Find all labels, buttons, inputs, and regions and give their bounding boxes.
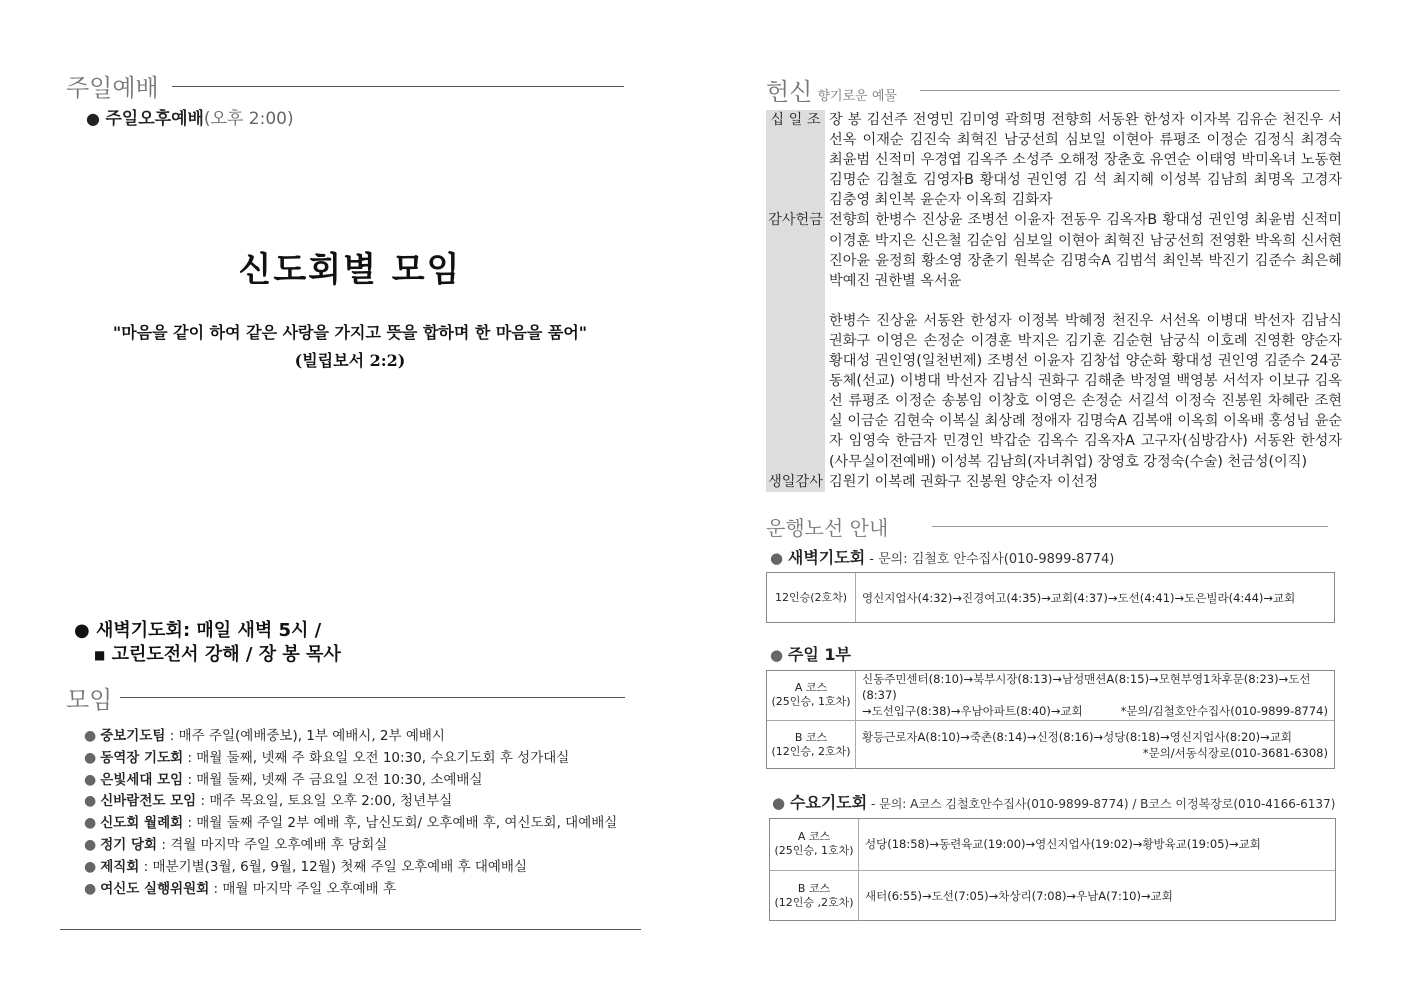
- route-line: 신동주민센터(8:10)→북부시장(8:13)→남성맨션A(8:15)→모현부영1차후문(8:23)→도선(8:37): [862, 672, 1311, 703]
- divider: [932, 526, 1328, 527]
- dawn-bus-label: 새벽기도회: [787, 548, 866, 567]
- meeting-desc: : 매주 주일(예배중보), 1부 예배시, 2부 예배시: [165, 728, 445, 744]
- route-vehicle: B 코스: [794, 730, 828, 744]
- sunday-worship-item: [86, 104, 294, 129]
- route-stops: [856, 573, 1334, 622]
- worship-label: 주일오후예배: [105, 109, 204, 129]
- route-label: [770, 819, 859, 870]
- bullet-icon: ●: [84, 749, 97, 766]
- worship-time: (오후 2:00): [203, 109, 294, 129]
- route-vehicle: B 코스: [797, 881, 831, 895]
- bullet-icon: ●: [770, 549, 784, 567]
- route-label: [767, 573, 856, 622]
- route-capacity: (25인승, 1호차): [771, 695, 851, 709]
- dawn-route-table: [766, 572, 1335, 623]
- route-capacity: (12인승, 2호차): [771, 744, 851, 758]
- route-row: [770, 870, 1335, 922]
- offering-names: 한병수 진상윤 서동완 한성자 이정복 박혜정 천진우 서선옥 이병대 박선자 김남식 권화구 이영은 손정순 이경훈 박지은 김기훈 김순현 남궁식 이호례 진영환 양순자 황대성 권인영(일천번제) 조병선 이윤자 김창섭 양순화 황대성 권인영 김준수 24공동체(선교) 이병대 박선자 김남식 권화구 김해춘 박정열 백영봉 서석자 이보규 김옥선 류평조 이정순 송봉임 이창호 이영은 손정순 서길석 이정숙 진봉원 차혜란 조현실 이금순 김현숙 이복실 최상례 정애자 김명숙A 김복애 이옥희 이옥배 홍성님 윤순자 임영숙 한금자 민경인 박갑순 김옥수 김옥자A 고구자(심방감사) 서동완 한성자 (사무실이전예배) 이성복 김남희(자녀취업) 장영호 강정숙(수술) 천금성(이직): [829, 312, 1342, 470]
- offering-label: [766, 311, 825, 472]
- meeting-list: [84, 726, 617, 900]
- route-capacity: (12인승 ,2호차): [774, 895, 854, 909]
- bullet-icon: ●: [84, 880, 97, 897]
- square-bullet-icon: ■: [94, 648, 106, 662]
- divider: [172, 86, 624, 87]
- route-row: [767, 671, 1334, 720]
- sunday1-route-table: [766, 670, 1335, 769]
- meeting-name: 신도회 월례회: [100, 815, 184, 832]
- sunday-worship-title: 주일예배: [66, 74, 159, 102]
- route-contact-note: *문의/김철호안수집사(010-9899-8774): [1120, 704, 1328, 719]
- meeting-item: [84, 835, 617, 857]
- offering-label: 십 일 조: [766, 110, 825, 210]
- bus-title: 운행노선 안내: [766, 516, 889, 540]
- offering-table: [766, 110, 1342, 492]
- route-line: 성당(18:58)→동련육교(19:00)→영신지업사(19:02)→황방육교(19:05)→교회: [865, 837, 1261, 852]
- route-stops: [856, 721, 1334, 770]
- route-vehicle: 12인승(2호차): [774, 590, 848, 604]
- bullet-icon: ●: [772, 794, 786, 812]
- meeting-name: 동역장 기도회: [100, 749, 184, 766]
- wednesday-bus-head: [772, 790, 1335, 813]
- bullet-icon: ●: [84, 728, 97, 744]
- meeting-desc: : 매월 둘째, 넷째 주 화요일 오전 10:30, 수요기도회 후 성가대실: [183, 749, 570, 766]
- meeting-desc: : 매월 둘째, 넷째 주 금요일 오전 10:30, 소예배실: [183, 771, 483, 788]
- offering-names: 전향희 한병수 진상윤 조병선 이윤자 전동우 김옥자B 황대성 권인영 최윤범 신적미 이경훈 박지은 신은철 김순임 심보일 이현아 최혁진 남궁선희 전영환 박옥희 신서현 진아윤 윤정희 황소영 장춘기 원복순 김명숙A 김범석 최인복 박진기 김준수 최은혜 박예진 권한별 옥서윤: [829, 212, 1342, 289]
- meeting-item: [84, 813, 617, 835]
- wednesday-bus-label: 수요기도회: [789, 793, 868, 812]
- offering-names: 김원기 이복례 권화구 진봉원 양순자 이선정: [829, 473, 1099, 490]
- meeting-name: 중보기도팀: [100, 728, 166, 744]
- route-line: 황등근로자A(8:10)→죽촌(8:14)→신정(8:16)→성당(8:18)→영신지업사(8:20)→교회: [862, 729, 1292, 744]
- route-row: [770, 819, 1335, 870]
- bullet-icon: ●: [86, 109, 100, 128]
- bullet-icon: ●: [74, 620, 90, 641]
- route-label: [770, 871, 859, 922]
- offering-row: [766, 311, 1342, 472]
- dawn-bus-head: [770, 545, 1114, 568]
- bullet-icon: ●: [84, 815, 97, 832]
- route-capacity: (25인승, 1호차): [774, 844, 854, 858]
- route-stops: [856, 671, 1334, 720]
- scripture-quote: "마음을 같이 하여 같은 사랑을 가지고 뜻을 합하며 한 마음을 품어": [112, 323, 588, 342]
- meeting-desc: : 격월 마지막 주일 오후예배 후 당회실: [157, 836, 388, 853]
- bullet-icon: ●: [84, 836, 97, 853]
- dawn-prayer-sub: [94, 640, 341, 666]
- route-label: [767, 721, 856, 770]
- wednesday-bus-contact: - 문의: A코스 김철호안수집사(010-9899-8774) / B코스 이정복장로(010-4166-6137): [867, 797, 1336, 811]
- meeting-name: 은빛세대 모임: [100, 771, 184, 788]
- divider: [120, 697, 625, 698]
- offering-names: [825, 291, 1342, 311]
- meeting-name: 정기 당회: [100, 836, 158, 853]
- route-vehicle: A 코스: [794, 681, 828, 695]
- dawn-prayer-text: 새벽기도회: 매일 새벽 5시 /: [96, 620, 322, 641]
- meeting-desc: : 매주 목요일, 토요일 오후 2:00, 청년부실: [196, 793, 453, 810]
- offering-row: [766, 472, 1342, 492]
- route-stops: [859, 871, 1335, 922]
- route-row: [767, 573, 1334, 622]
- offering-row: [766, 210, 1342, 290]
- bullet-icon: ●: [770, 646, 784, 664]
- route-vehicle: A 코스: [797, 830, 831, 844]
- bullet-icon: ●: [84, 858, 97, 875]
- sunday1-bus-label: 주일 1부: [787, 645, 851, 664]
- route-stops: [859, 819, 1335, 870]
- route-line: 영신지업사(4:32)→진경여고(4:35)→교회(4:37)→도선(4:41)→도은빌라(4:44)→교회: [862, 590, 1296, 605]
- meeting-item: [84, 770, 617, 792]
- meeting-item: [84, 748, 617, 770]
- meeting-title: 모임: [66, 686, 113, 714]
- route-line-2: [862, 703, 1328, 719]
- route-line-2: [862, 745, 1328, 761]
- offering-label: [766, 291, 825, 311]
- meeting-item: [84, 726, 617, 748]
- meeting-name: 제직회: [100, 858, 140, 875]
- bullet-icon: ●: [84, 771, 97, 788]
- meeting-item: [84, 791, 617, 813]
- meeting-desc: : 매월 둘째 주일 2부 예배 후, 남신도회/ 오후예배 후, 여신도회, 대예배실: [183, 815, 618, 832]
- dawn-prayer: [74, 616, 321, 642]
- route-contact-note: *문의/서동식장로(010-3681-6308): [1142, 745, 1328, 760]
- meeting-desc: : 매월 마지막 주일 오후예배 후: [209, 880, 397, 897]
- sunday1-bus-head: [770, 642, 851, 665]
- meeting-item: [84, 857, 617, 879]
- route-label: [767, 671, 856, 720]
- offering-subtitle: 향기로운 예물: [817, 89, 897, 104]
- divider: [920, 90, 1340, 91]
- route-line: 새터(6:55)→도선(7:05)→차상리(7:08)→우남A(7:10)→교회: [865, 888, 1173, 903]
- offering-title: 헌신: [766, 78, 813, 106]
- scripture-reference: (빌립보서 2:2): [294, 351, 406, 370]
- offering-row: [766, 110, 1342, 210]
- bullet-icon: ●: [84, 793, 97, 810]
- offering-label: 생일감사: [766, 472, 825, 492]
- meeting-item: [84, 879, 617, 901]
- meeting-name: 신바람전도 모임: [100, 793, 197, 810]
- route-row: [767, 720, 1334, 770]
- offering-names: 장 봉 김선주 전영민 김미영 곽희명 전향희 서동완 한성자 이자복 김유순 천진우 서선옥 이재순 김진숙 최혁진 남궁선희 심보일 이현아 류평조 이정순 김정식 최경숙 최윤범 신적미 우경엽 김옥주 소성주 오해정 장춘호 유연순 이태영 박미옥녀 노동현 김명순 김철호 김영자B 황대성 권인영 김 석 최지혜 이성복 김남희 최명옥 고경자 김충영 최인복 윤순자 이옥희 김화자: [829, 112, 1342, 209]
- offering-label: 감사헌금: [766, 210, 825, 290]
- meeting-desc: : 매분기별(3월, 6월, 9월, 12월) 첫째 주일 오후예배 후 대예배실: [139, 858, 528, 875]
- meeting-name: 여신도 실행위원회: [100, 880, 210, 897]
- offering-row: [766, 291, 1342, 311]
- page-title: 신도회별 모임: [238, 250, 462, 290]
- dawn-prayer-sub-text: 고린도전서 강해 / 장 봉 목사: [111, 644, 341, 665]
- bottom-divider: [60, 929, 641, 930]
- offering-header: [766, 72, 897, 107]
- wednesday-route-table: [769, 818, 1336, 921]
- route-continuation: →도선입구(8:38)→우남아파트(8:40)→교회: [862, 704, 1083, 719]
- dawn-bus-contact: - 문의: 김철호 안수집사(010-9899-8774): [865, 552, 1115, 567]
